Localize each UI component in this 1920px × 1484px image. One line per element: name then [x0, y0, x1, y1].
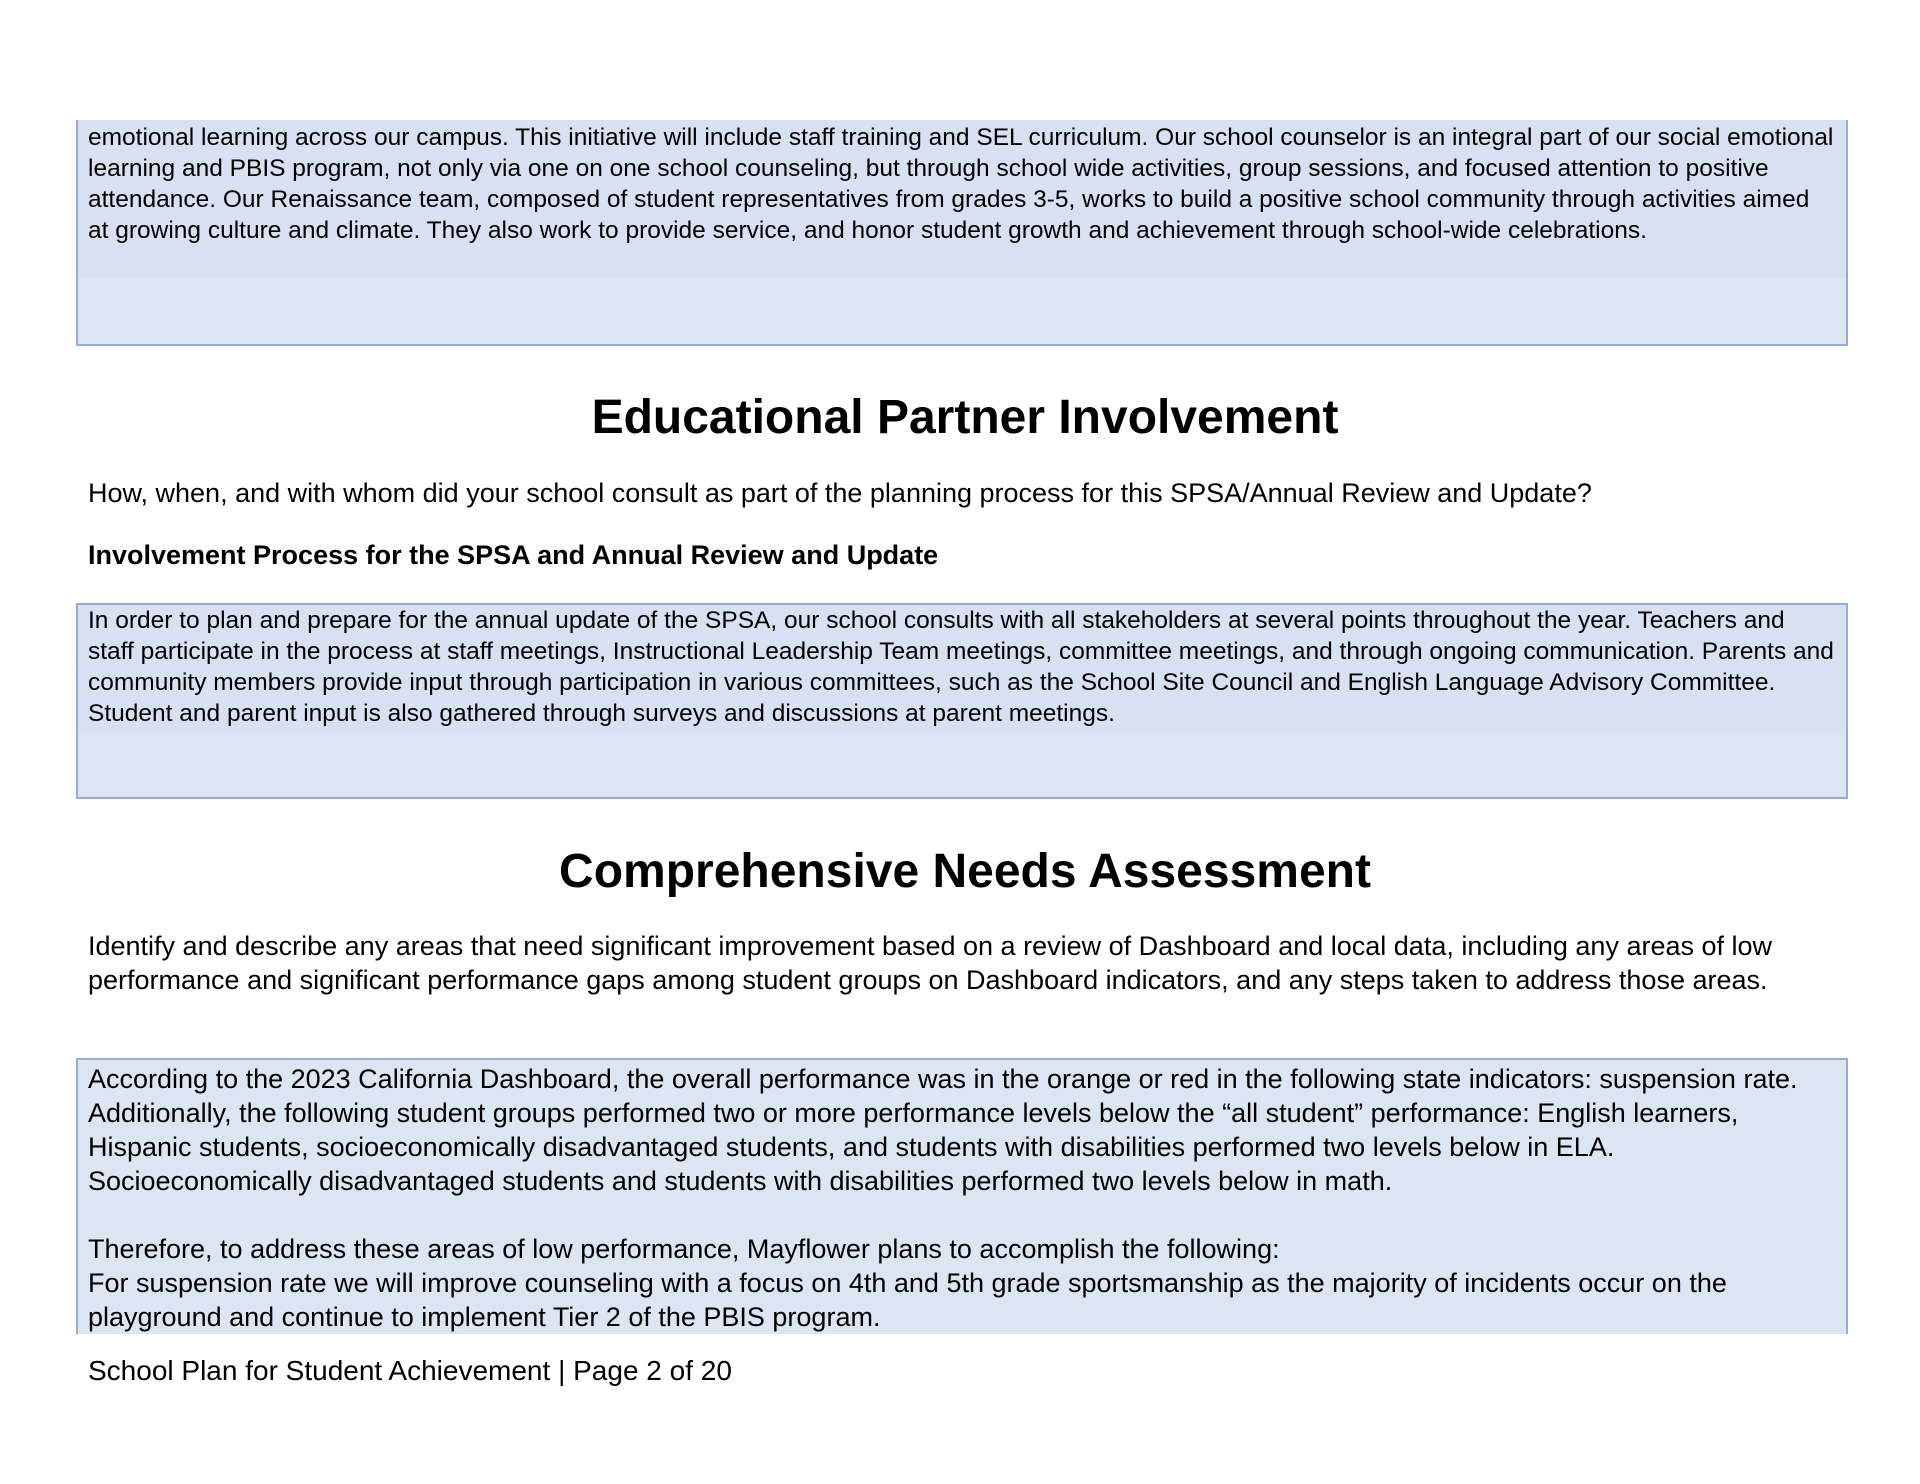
needs-assessment-response-box — [76, 1058, 1848, 1334]
needs-assessment-paragraph-2: Therefore, to address these areas of low performance, Mayflower plans to accomplish the following: — [88, 1234, 1280, 1264]
needs-assessment-paragraph-3: For suspension rate we will improve counseling with a focus on 4th and 5th grade sportsmanship as the majority of incidents occur on the playground and continue to implement Tier 2 of the PBIS program. — [88, 1268, 1727, 1332]
continued-response-content — [78, 120, 1846, 278]
continued-response-text: emotional learning across our campus. This initiative will include staff training and SEL curriculum. Our school counselor is an integral part of our social emotional learning and PBIS program, not only via one on one school counseling, but through school wide activities, group sessions, and focused attention to positive attendance. Our Renaissance team, composed of student representatives from grades 3-5, works to build a positive school community through activities aimed at growing culture and climate. They also work to provide service, and honor student growth and achievement through school-wide celebrations. — [88, 124, 1834, 244]
involvement-process-response-box — [76, 603, 1848, 799]
involvement-process-response-content — [78, 605, 1846, 735]
needs-assessment-heading: Comprehensive Needs Assessment — [559, 845, 1371, 898]
involvement-process-response-text: In order to plan and prepare for the annual update of the SPSA, our school consults with all stakeholders at several points throughout the year. Teachers and staff participate in the process at staff meetings, Instructional Leadership Team meetings, committee meetings, and through ongoing communication. Parents and community members provide input through participation in various committees, such as the School Site Council and English Language Advisory Committee. Student and parent input is also gathered through surveys and discussions at parent meetings. — [88, 607, 1834, 727]
involvement-process-subheading: Involvement Process for the SPSA and Annual Review and Update — [88, 540, 939, 570]
needs-assessment-response-content — [78, 1060, 1846, 1334]
paragraph-spacer — [88, 1198, 1836, 1232]
needs-assessment-question: Identify and describe any areas that need significant improvement based on a review of Dashboard and local data, including any areas of low performance and significant performance gaps among student groups on Dashboard indicators, and any steps taken to address those areas. — [88, 931, 1773, 995]
needs-assessment-paragraph-1: According to the 2023 California Dashboard, the overall performance was in the orange or red in the following state indicators: suspension rate. Additionally, the following student groups performed two or more performance levels below the “all student” performance: English learners, Hispanic students, socioeconomically disadvantaged students, and students with disabilities performed two levels below in ELA. Socioeconomically disadvantaged students and students with disabilities performed two levels below in math. — [88, 1064, 1798, 1196]
partner-involvement-question: How, when, and with whom did your school consult as part of the planning process for this SPSA/Annual Review and Update? — [88, 478, 1592, 508]
continued-response-box — [76, 120, 1848, 346]
page-footer: School Plan for Student Achievement | Page 2 of 20 — [88, 1355, 732, 1386]
partner-involvement-heading: Educational Partner Involvement — [591, 391, 1339, 444]
